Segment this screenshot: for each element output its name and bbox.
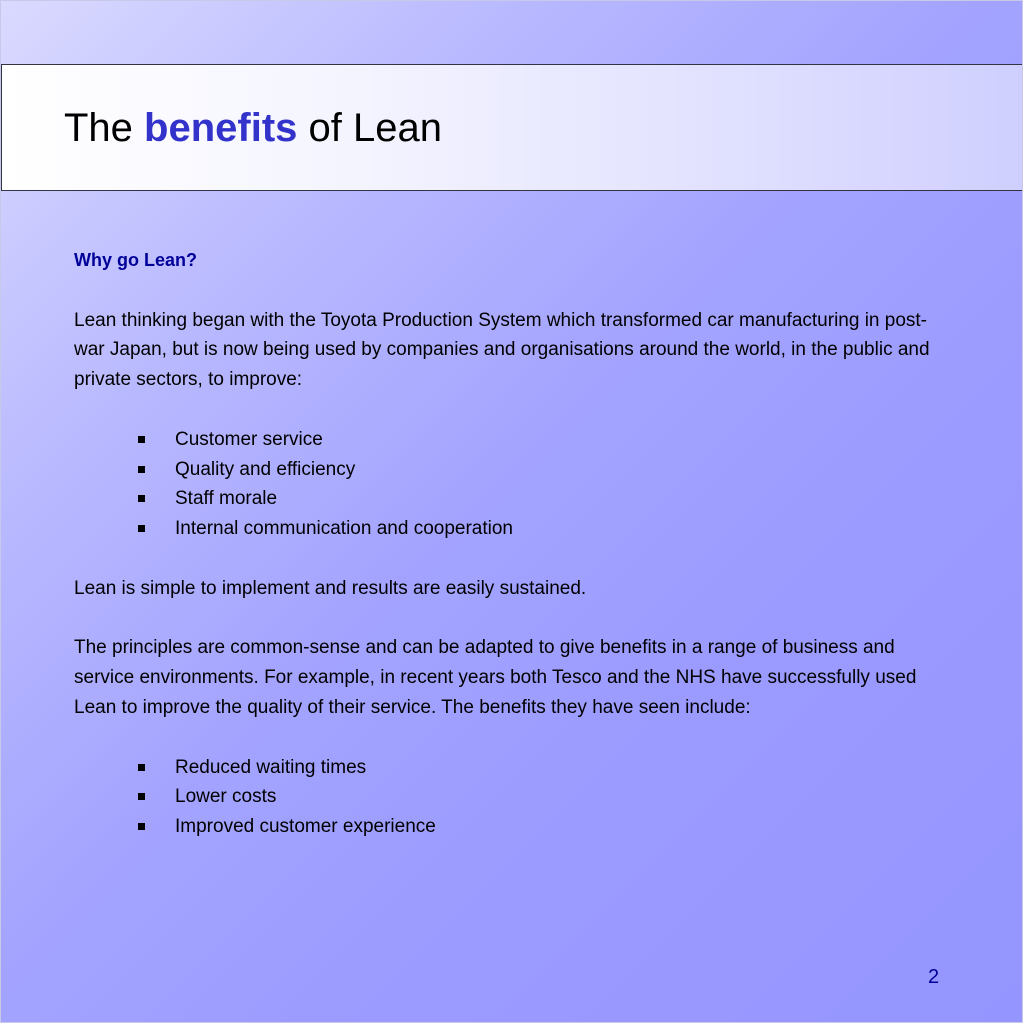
simple-statement: Lean is simple to implement and results are easily sustained. bbox=[74, 577, 587, 599]
list-item-label: Lower costs bbox=[175, 786, 277, 808]
bullet-icon bbox=[138, 466, 145, 473]
title-prefix: The bbox=[64, 106, 145, 150]
list-item bbox=[74, 425, 944, 455]
bullet-icon bbox=[138, 823, 145, 830]
list-item-label: Customer service bbox=[175, 428, 323, 450]
subheading: Why go Lean? bbox=[74, 250, 197, 270]
bullet-icon bbox=[138, 436, 145, 443]
list-item-label: Internal communication and cooperation bbox=[175, 518, 513, 540]
slide-body bbox=[74, 246, 944, 842]
bullet-icon bbox=[138, 495, 145, 502]
list-item bbox=[74, 514, 944, 544]
bullet-icon bbox=[138, 525, 145, 532]
bullet-icon bbox=[138, 764, 145, 771]
list-item bbox=[74, 782, 944, 812]
list-item-label: Reduced waiting times bbox=[175, 756, 367, 778]
title-highlight: benefits bbox=[144, 106, 298, 150]
list-item bbox=[74, 812, 944, 842]
list-item-label: Improved customer experience bbox=[175, 816, 436, 838]
list-item bbox=[74, 753, 944, 783]
page-number: 2 bbox=[928, 966, 940, 988]
improve-list bbox=[74, 425, 944, 544]
slide-title bbox=[64, 104, 442, 152]
list-item-label: Quality and efficiency bbox=[175, 458, 356, 480]
list-item-label: Staff morale bbox=[175, 488, 278, 510]
list-item bbox=[74, 455, 944, 485]
bullet-icon bbox=[138, 793, 145, 800]
intro-paragraph: Lean thinking began with the Toyota Production System which transformed car manufacturing in post-war Japan, but is now being used by companies and organisations around the world, in the public and private sectors, to improve: bbox=[74, 309, 930, 391]
principles-paragraph: The principles are common-sense and can be adapted to give benefits in a range of business and service environments. For example, in recent years both Tesco and the NHS have successfully used Lean to improve the quality of their service. The benefits they have seen include: bbox=[74, 637, 917, 718]
list-item bbox=[74, 484, 944, 514]
benefits-list bbox=[74, 753, 944, 842]
title-suffix: of Lean bbox=[297, 106, 442, 150]
